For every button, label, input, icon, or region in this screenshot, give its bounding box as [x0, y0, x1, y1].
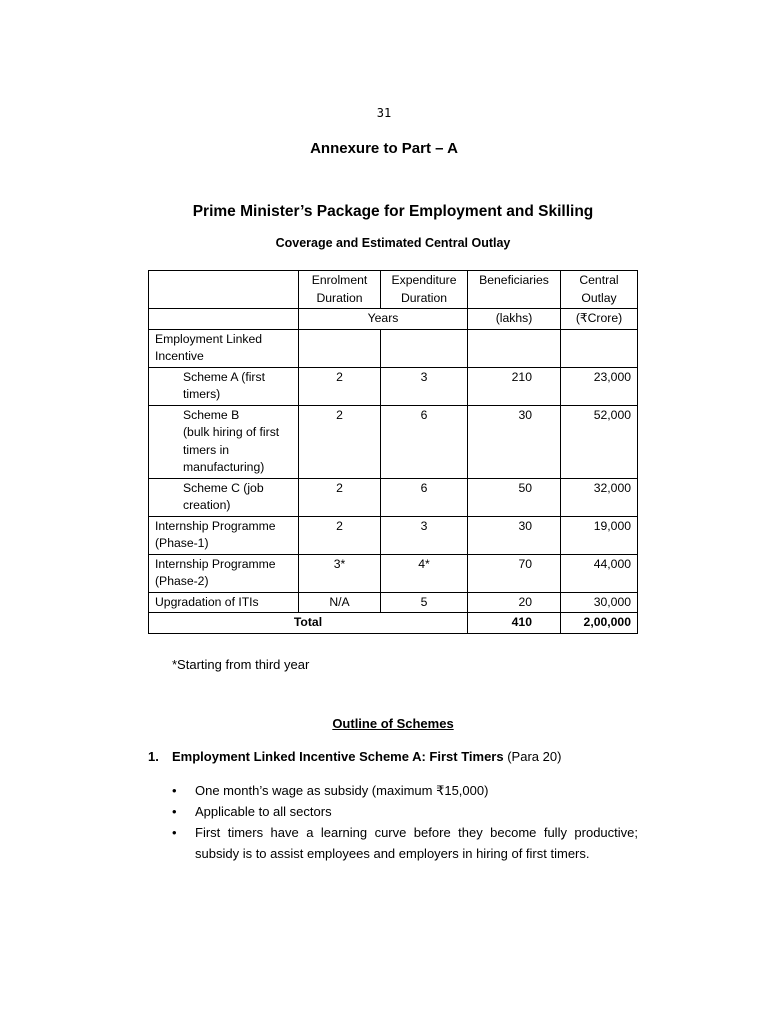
total-outlay: 2,00,000	[561, 613, 638, 634]
row-label-line1: Scheme B	[183, 407, 240, 422]
row-enrolment: 2	[299, 367, 381, 405]
header-blank	[149, 271, 299, 309]
empty-cell	[299, 329, 381, 367]
header-outlay: Central Outlay	[561, 271, 638, 309]
row-expenditure: 3	[381, 367, 468, 405]
row-enrolment: 3*	[299, 554, 381, 592]
row-expenditure: 4*	[381, 554, 468, 592]
outline-heading: Outline of Schemes	[332, 716, 454, 731]
table-row	[149, 516, 638, 554]
units-outlay: (₹Crore)	[561, 309, 638, 330]
row-outlay: 23,000	[561, 367, 638, 405]
bullet-text: Applicable to all sectors	[195, 804, 332, 819]
row-label	[149, 405, 299, 478]
bullet-text: First timers have a learning curve before they become fully productive; subsidy is to assist employees and employers in hiring of first timers.	[195, 825, 638, 861]
table-row	[149, 478, 638, 516]
section-title: Employment Linked Incentive Scheme A: First Timers	[172, 749, 504, 764]
row-outlay: 44,000	[561, 554, 638, 592]
table-row	[149, 367, 638, 405]
empty-cell	[468, 329, 561, 367]
table-row	[149, 592, 638, 613]
section-heading	[148, 749, 561, 764]
row-outlay: 19,000	[561, 516, 638, 554]
row-label: Internship Programme (Phase-2)	[149, 554, 299, 592]
row-label-line2: (bulk hiring of first timers in manufacturing)	[183, 425, 280, 474]
total-row	[149, 613, 638, 634]
row-outlay: 52,000	[561, 405, 638, 478]
row-enrolment: 2	[299, 516, 381, 554]
footnote: *Starting from third year	[172, 657, 310, 672]
row-label: Scheme A (first timers)	[149, 367, 299, 405]
outlay-table	[148, 270, 638, 634]
list-item	[172, 780, 638, 801]
empty-cell	[381, 329, 468, 367]
units-beneficiaries: (lakhs)	[468, 309, 561, 330]
row-expenditure: 6	[381, 405, 468, 478]
row-enrolment: 2	[299, 405, 381, 478]
bullet-text: One month’s wage as subsidy (maximum ₹15,000)	[195, 783, 489, 798]
document-title: Prime Minister’s Package for Employment and Skilling	[192, 203, 594, 220]
group-label: Employment Linked Incentive	[149, 329, 299, 367]
empty-cell	[561, 329, 638, 367]
group-row	[149, 329, 638, 367]
section-reference: (Para 20)	[503, 749, 562, 764]
row-beneficiaries: 30	[468, 405, 561, 478]
row-expenditure: 5	[381, 592, 468, 613]
table-row	[149, 405, 638, 478]
header-row	[149, 271, 638, 309]
section-number: 1.	[148, 749, 159, 764]
table-subtitle: Coverage and Estimated Central Outlay	[275, 236, 511, 250]
row-enrolment: N/A	[299, 592, 381, 613]
units-years: Years	[299, 309, 468, 330]
row-label: Upgradation of ITIs	[149, 592, 299, 613]
bullet-icon: •	[172, 804, 177, 819]
row-expenditure: 3	[381, 516, 468, 554]
row-outlay: 30,000	[561, 592, 638, 613]
bullet-icon: •	[172, 783, 177, 798]
header-beneficiaries: Beneficiaries	[468, 271, 561, 309]
row-beneficiaries: 70	[468, 554, 561, 592]
units-blank	[149, 309, 299, 330]
row-beneficiaries: 20	[468, 592, 561, 613]
row-beneficiaries: 30	[468, 516, 561, 554]
header-expenditure: Expenditure Duration	[381, 271, 468, 309]
row-expenditure: 6	[381, 478, 468, 516]
row-beneficiaries: 210	[468, 367, 561, 405]
row-beneficiaries: 50	[468, 478, 561, 516]
list-item	[172, 801, 638, 822]
table-row	[149, 554, 638, 592]
header-enrolment: Enrolment Duration	[299, 271, 381, 309]
row-label: Internship Programme (Phase-1)	[149, 516, 299, 554]
row-outlay: 32,000	[561, 478, 638, 516]
row-enrolment: 2	[299, 478, 381, 516]
list-item	[172, 822, 638, 864]
total-beneficiaries: 410	[468, 613, 561, 634]
annexure-title: Annexure to Part – A	[310, 140, 458, 157]
row-label: Scheme C (job creation)	[149, 478, 299, 516]
total-label: Total	[149, 613, 468, 634]
bullet-icon: •	[172, 825, 177, 840]
units-row	[149, 309, 638, 330]
page-number: 31	[376, 106, 392, 120]
bullet-list	[172, 780, 638, 864]
